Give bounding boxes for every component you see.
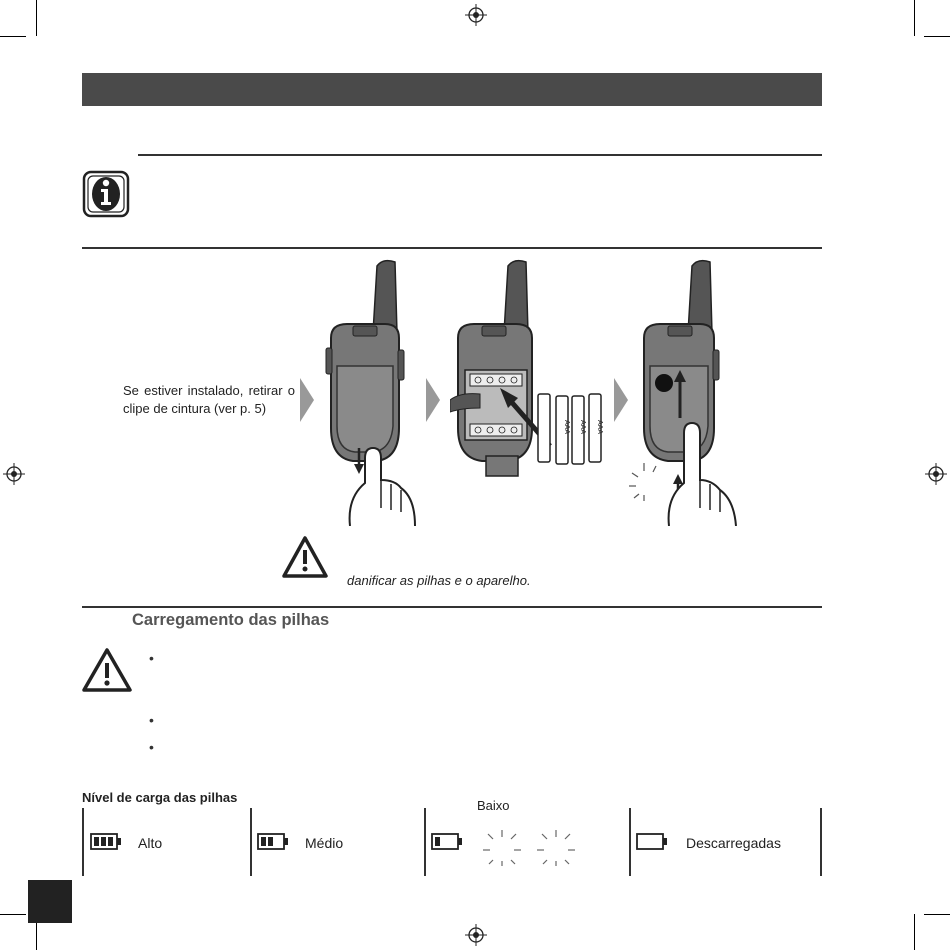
device-step-2-illustration <box>450 258 615 480</box>
level-label-high: Alto <box>138 835 163 851</box>
registration-mark-icon <box>3 463 25 485</box>
divider-top <box>138 154 822 156</box>
crop-mark-bottom-right-h <box>924 914 950 915</box>
battery-medium-icon <box>257 833 289 850</box>
device-step-1-illustration <box>325 258 420 526</box>
table-divider <box>820 808 822 876</box>
crop-mark-bottom-left-h <box>0 914 26 915</box>
crop-mark-bottom-right-v <box>914 914 915 950</box>
warning-triangle-icon <box>282 536 328 578</box>
crop-mark-top-left-v <box>36 0 37 36</box>
battery-cell-label: AAA <box>596 420 603 435</box>
info-icon <box>82 170 130 218</box>
battery-low-icon <box>431 833 463 850</box>
step-arrow-icon <box>426 378 440 422</box>
warning-text: danificar as pilhas e o aparelho. <box>347 573 531 588</box>
install-caption: Se estiver instalado, retirar o clipe de cintura (ver p. 5) <box>123 383 295 416</box>
divider-mid <box>82 247 822 249</box>
battery-cell-label: AAA <box>563 420 570 435</box>
table-divider <box>250 808 252 876</box>
crop-mark-top-right-v <box>914 0 915 36</box>
header-bar <box>82 73 822 106</box>
battery-level-title: Nível de carga das pilhas <box>82 790 238 805</box>
battery-cell-label: AAA <box>579 420 586 435</box>
registration-mark-icon <box>925 463 947 485</box>
flash-icon <box>629 463 656 501</box>
divider-section <box>82 606 822 608</box>
table-divider <box>82 808 84 876</box>
registration-mark-icon <box>465 924 487 946</box>
table-divider <box>424 808 426 876</box>
level-label-empty: Descarregadas <box>686 835 781 851</box>
crop-mark-top-left-h <box>0 36 26 37</box>
crop-mark-top-right-h <box>924 36 950 37</box>
section-title: Carregamento das pilhas <box>132 611 330 629</box>
bullet-3: • <box>149 739 154 755</box>
step-arrow-icon <box>300 378 314 422</box>
level-label-low: Baixo <box>477 798 510 813</box>
registration-mark-icon <box>465 4 487 26</box>
flash-icon <box>480 828 524 868</box>
table-divider <box>629 808 631 876</box>
bullet-1: • <box>149 650 154 666</box>
battery-high-icon <box>90 833 122 850</box>
warning-triangle-icon <box>82 648 132 692</box>
page-tab-marker <box>28 880 72 923</box>
bullet-2: • <box>149 712 154 728</box>
device-step-3-illustration <box>624 258 754 526</box>
level-label-medium: Médio <box>305 835 344 851</box>
battery-empty-icon <box>636 833 668 850</box>
flash-icon <box>534 828 578 868</box>
